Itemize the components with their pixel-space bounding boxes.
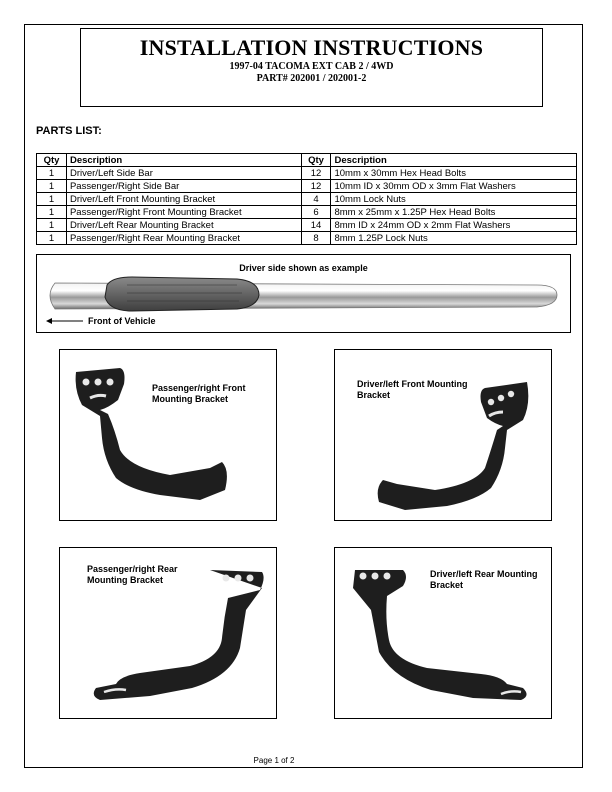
description-cell: 8mm ID x 24mm OD x 2mm Flat Washers	[331, 219, 577, 232]
qty-cell: 1	[37, 206, 67, 219]
qty-cell: 12	[301, 180, 331, 193]
qty-cell: 1	[37, 167, 67, 180]
description-cell: 10mm ID x 30mm OD x 3mm Flat Washers	[331, 180, 577, 193]
driver-front-bracket-photo	[334, 349, 552, 521]
bar-caption: Driver side shown as example	[239, 263, 368, 273]
driver-rear-bracket-photo	[334, 547, 552, 719]
qty-header: Qty	[37, 154, 67, 167]
part-number: PART# 202001 / 202001-2	[256, 73, 367, 84]
driver-front-bracket-label: Driver/left Front Mounting Bracket	[357, 379, 468, 400]
passenger-rear-bracket-label: Passenger/right Rear Mounting Bracket	[87, 564, 178, 585]
table-row	[37, 232, 577, 245]
vehicle-line: 1997-04 TACOMA EXT CAB 2 / 4WD	[229, 61, 394, 72]
qty-cell: 1	[37, 232, 67, 245]
qty-cell: 4	[301, 193, 331, 206]
table-row	[37, 219, 577, 232]
description-header: Description	[66, 154, 301, 167]
description-cell: 10mm Lock Nuts	[331, 193, 577, 206]
table-header-row	[37, 154, 577, 167]
description-cell: Driver/Left Rear Mounting Bracket	[66, 219, 301, 232]
arrow-left-icon	[46, 317, 84, 325]
qty-cell: 12	[301, 167, 331, 180]
description-cell: Passenger/Right Front Mounting Bracket	[66, 206, 301, 219]
front-of-vehicle-label	[46, 316, 156, 326]
driver-rear-bracket-label: Driver/left Rear Mounting Bracket	[430, 569, 538, 590]
table-row	[37, 193, 577, 206]
description-cell: 8mm 1.25P Lock Nuts	[331, 232, 577, 245]
description-cell: Passenger/Right Rear Mounting Bracket	[66, 232, 301, 245]
bracket-image	[60, 350, 276, 520]
document-title: INSTALLATION INSTRUCTIONS	[139, 35, 484, 60]
description-cell: 10mm x 30mm Hex Head Bolts	[331, 167, 577, 180]
table-row	[37, 180, 577, 193]
title-box	[80, 28, 543, 107]
table-row	[37, 206, 577, 219]
table-row	[37, 167, 577, 180]
description-cell: Driver/Left Side Bar	[66, 167, 301, 180]
page-number: Page 1 of 2	[253, 756, 295, 765]
description-cell: Driver/Left Front Mounting Bracket	[66, 193, 301, 206]
description-cell: 8mm x 25mm x 1.25P Hex Head Bolts	[331, 206, 577, 219]
qty-cell: 8	[301, 232, 331, 245]
description-cell: Passenger/Right Side Bar	[66, 180, 301, 193]
parts-table	[36, 153, 577, 245]
qty-cell: 1	[37, 180, 67, 193]
front-of-vehicle-text: Front of Vehicle	[88, 316, 156, 326]
qty-header: Qty	[301, 154, 331, 167]
passenger-rear-bracket-photo	[59, 547, 277, 719]
parts-list-heading: PARTS LIST:	[36, 125, 102, 137]
passenger-front-bracket-label: Passenger/right Front Mounting Bracket	[152, 383, 246, 404]
qty-cell: 14	[301, 219, 331, 232]
qty-cell: 6	[301, 206, 331, 219]
qty-cell: 1	[37, 193, 67, 206]
description-header: Description	[331, 154, 577, 167]
passenger-front-bracket-photo	[59, 349, 277, 521]
bracket-image	[335, 350, 551, 520]
qty-cell: 1	[37, 219, 67, 232]
